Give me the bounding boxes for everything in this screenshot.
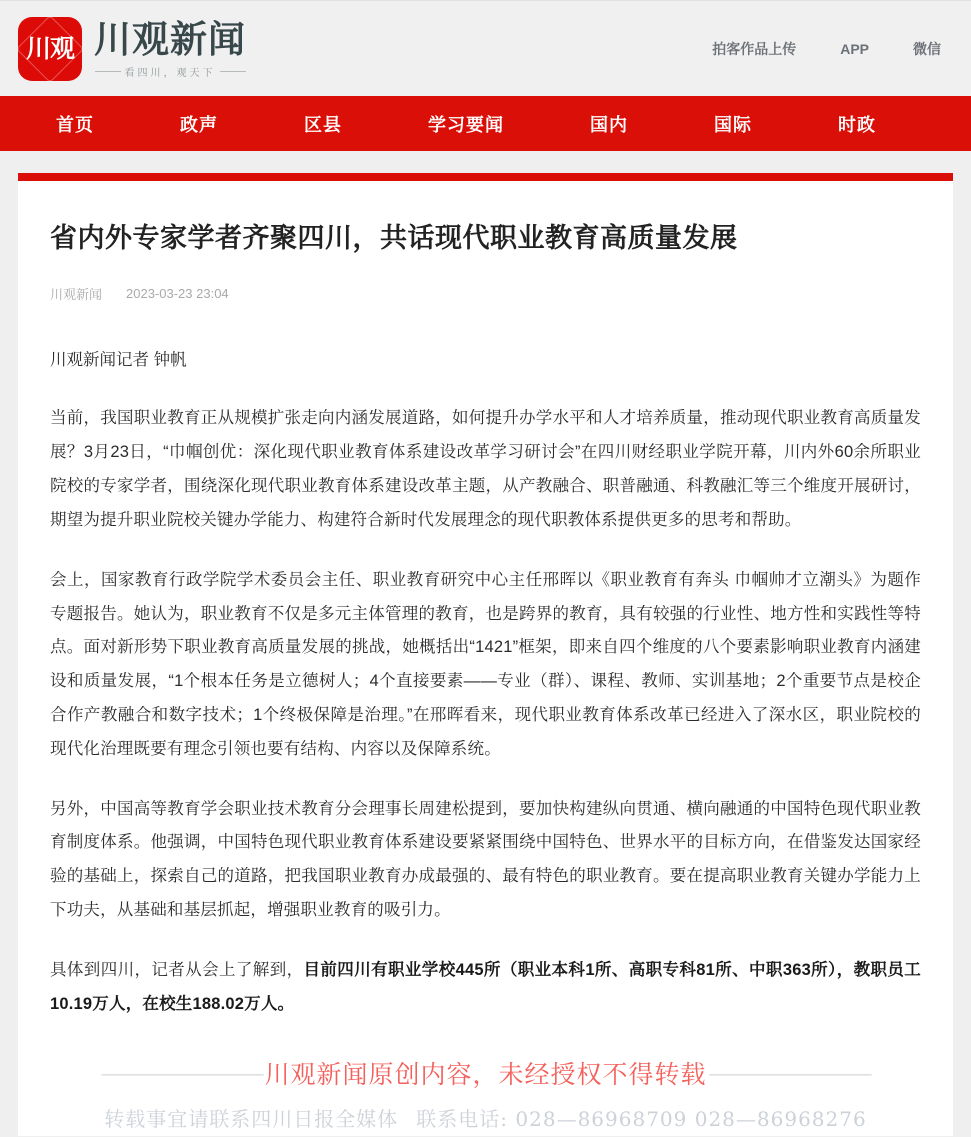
article-card bbox=[18, 173, 953, 1136]
notice-red-text: 川观新闻原创内容，未经授权不得转载 bbox=[264, 1060, 707, 1090]
statistics-highlight-text: 目前四川有职业学校445所（职业本科1所、高职专科81所、中职363所），教职员工10.19万人，在校生188.02万人。 bbox=[50, 960, 922, 1013]
article-author-line: 川观新闻记者 钟帆 bbox=[50, 351, 187, 370]
notice-phone-2: 028—86968276 bbox=[694, 1107, 867, 1132]
article-paragraph-2: 会上，国家教育行政学院学术委员会主任、职业教育研究中心主任邢晖以《职业教育有奔头 巾帼帅才立潮头》为题作专题报告。她认为，职业教育不仅是多元主体管理的教育，也是跨界的教育，具有较强的行业性、地方性和实践性等特点。面对新形势下职业教育高质量发展的挑战，她概括出“1421”框架，即来自四个维度的八个要素影响职业教育内涵建设和质量发展，“1个根本任务是立德树人；4个直接要素——专业（群）、课程、教师、实训基地；2个重要节点是校企合作产教融合和数字技术；1个终极保障是治理。”在邢晖看来，现代职业教育体系改革已经进入了深水区，职业院校的现代化治理既要有理念引领也要有结构、内容以及保障系统。 bbox=[50, 570, 921, 758]
nav-item-district[interactable]: 区县 bbox=[304, 114, 342, 135]
top-link-upload[interactable]: 拍客作品上传 bbox=[712, 40, 797, 57]
article-paragraph-3: 另外，中国高等教育学会职业技术教育分会理事长周建松提到，要加快构建纵向贯通、横向融通的中国特色现代职业教育制度体系。他强调，中国特色现代职业教育体系建设要紧紧围绕中国特色、世界水平的目标方向，在借鉴发达国家经验的基础上，探索自己的道路，把我国职业教育办成最强的、最有特色的职业教育。要在提高职业教育关键办学能力上下功夫，从基础和基层抓起，增强职业教育的吸引力。 bbox=[50, 799, 921, 920]
statistics-lead-text: 具体到四川，记者从会上了解到， bbox=[50, 960, 304, 979]
copyright-contact-line bbox=[50, 1103, 921, 1132]
notice-dash-left: ————————— bbox=[100, 1061, 263, 1086]
logo-mark-text: 川观 bbox=[25, 34, 74, 63]
main-navigation bbox=[0, 96, 971, 151]
notice-dash-right: ————————— bbox=[708, 1061, 871, 1086]
nav-item-zhengsheng[interactable]: 政声 bbox=[180, 114, 218, 135]
notice-contact-label: 转载事宜请联系四川日报全媒体 bbox=[104, 1107, 399, 1132]
top-link-app[interactable]: APP bbox=[840, 40, 869, 57]
article-timestamp: 2023-03-23 23:04 bbox=[126, 286, 229, 302]
article-paragraph-1: 当前，我国职业教育正从规模扩张走向内涵发展道路，如何提升办学水平和人才培养质量，推动现代职业教育高质量发展？3月23日，“巾帼创优：深化现代职业教育体系建设改革学习研讨会”在四川财经职业学院开幕，川内外60余所职业院校的专家学者，围绕深化现代职业教育体系建设改革主题，从产教融合、职普融通、科教融汇等三个维度开展研讨，期望为提升职业院校关键办学能力、构建符合新时代发展理念的现代职教体系提供更多的思考和帮助。 bbox=[50, 409, 921, 529]
notice-phone-1: 028—86968709 bbox=[515, 1107, 688, 1132]
copyright-notice-headline bbox=[50, 1055, 921, 1091]
nav-item-politics[interactable]: 时政 bbox=[838, 114, 876, 135]
content-stage bbox=[0, 151, 971, 1136]
tagline-rule-right bbox=[220, 71, 246, 72]
notice-phone-label: 联系电话: bbox=[416, 1107, 509, 1132]
nav-item-study-news[interactable]: 学习要闻 bbox=[428, 114, 504, 135]
tagline-rule-left bbox=[95, 71, 121, 72]
nav-item-domestic[interactable]: 国内 bbox=[590, 114, 628, 135]
top-link-wechat[interactable]: 微信 bbox=[913, 40, 941, 57]
site-header bbox=[0, 0, 971, 96]
wordmark-group bbox=[94, 18, 246, 80]
copyright-notice bbox=[50, 1055, 921, 1136]
page-title: 省内外专家学者齐聚四川，共话现代职业教育高质量发展 bbox=[50, 223, 738, 253]
nav-item-home[interactable]: 首页 bbox=[56, 114, 94, 135]
article-source: 川观新闻 bbox=[50, 287, 103, 303]
article-paragraph-4 bbox=[50, 954, 921, 1022]
site-wordmark: 川观新闻 bbox=[94, 16, 246, 61]
site-brand[interactable] bbox=[18, 17, 246, 81]
byline bbox=[50, 284, 921, 303]
tagline-text: 看四川，观天下 bbox=[124, 68, 216, 80]
nav-item-international[interactable]: 国际 bbox=[714, 114, 752, 135]
site-tagline bbox=[94, 64, 246, 79]
header-utility-links bbox=[712, 39, 941, 59]
chuanguan-logo-icon[interactable] bbox=[18, 17, 82, 81]
